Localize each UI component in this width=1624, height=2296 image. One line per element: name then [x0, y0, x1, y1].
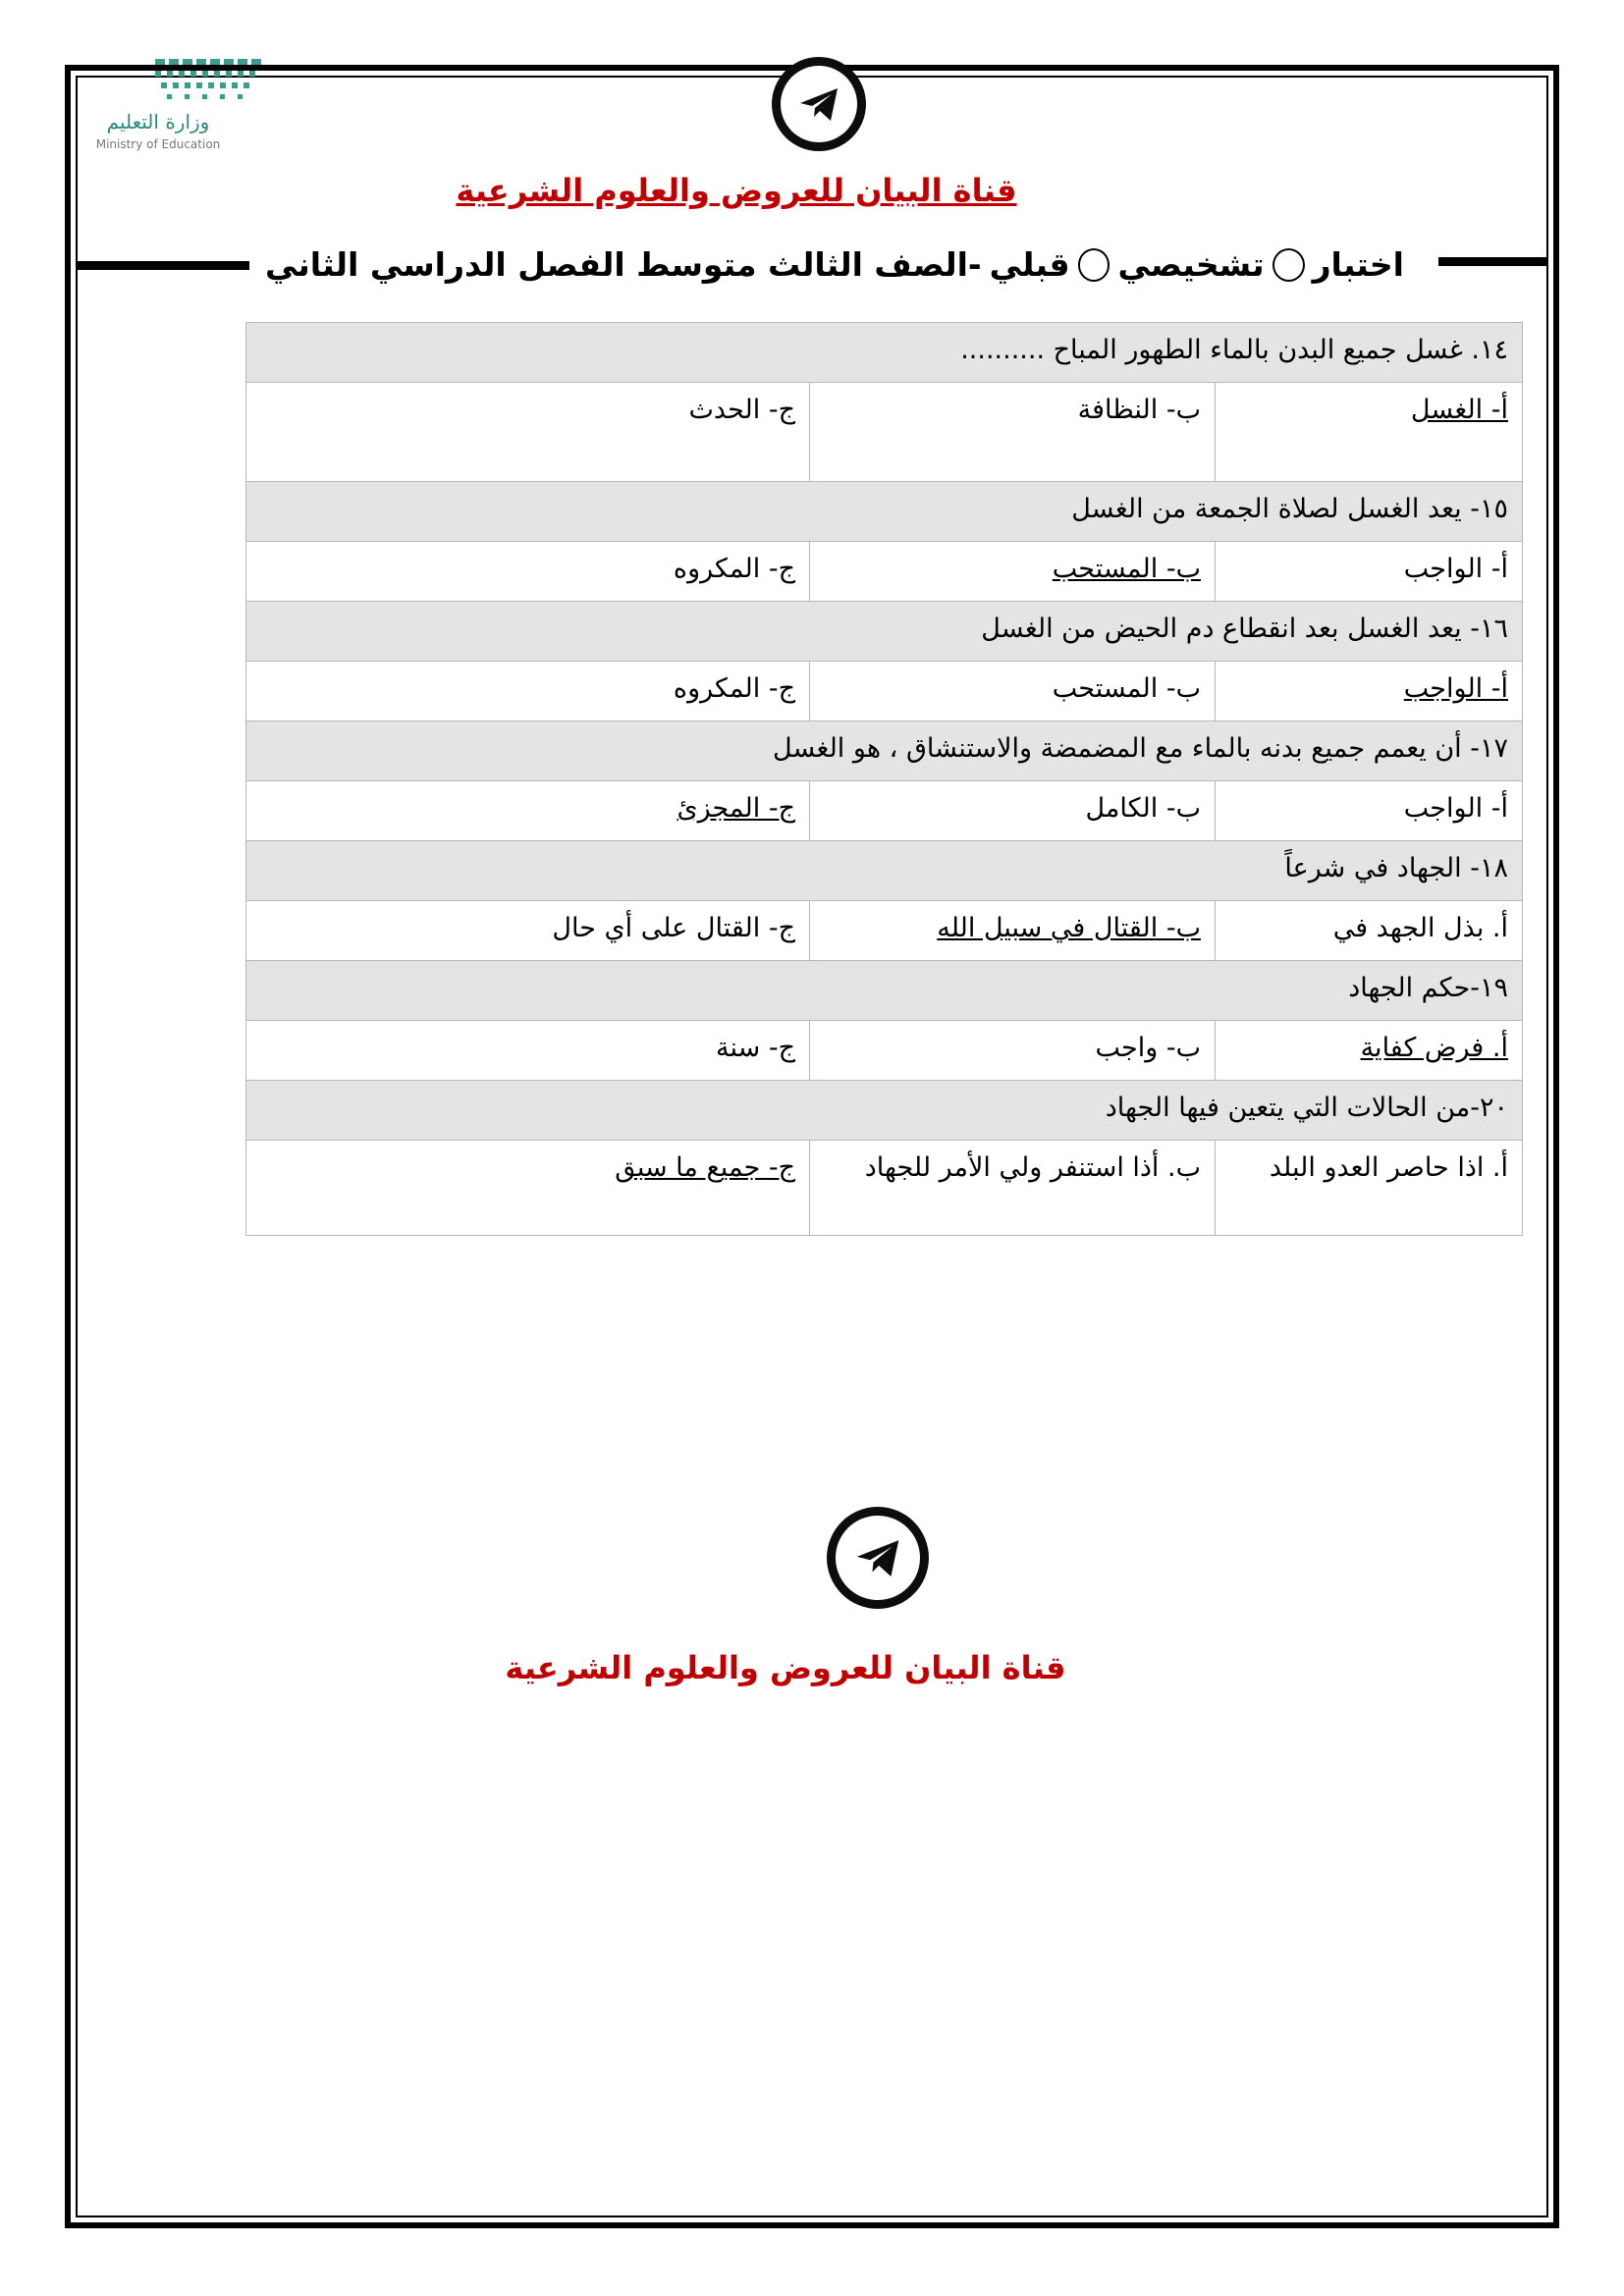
question-text: ٢٠-من الحالات التي يتعين فيها الجهاد	[246, 1081, 1523, 1141]
answer-b[interactable]	[810, 781, 1216, 841]
answer-a[interactable]	[1216, 781, 1523, 841]
test-word: اختبار	[1312, 245, 1404, 284]
answer-a[interactable]	[1216, 901, 1523, 961]
answer-b-text: ب- المستحب	[1052, 673, 1202, 704]
answer-b[interactable]	[810, 1141, 1216, 1236]
question-text: ١٧- أن يعمم جميع بدنه بالماء مع المضمضة والاستنشاق ، هو الغسل	[246, 721, 1523, 781]
ministry-logo	[94, 59, 281, 167]
radio-pre[interactable]	[1078, 248, 1110, 282]
answer-c[interactable]	[246, 383, 810, 482]
answer-a-text: أ- الواجب	[1403, 673, 1509, 704]
answers-row	[246, 542, 1523, 602]
answer-a[interactable]	[1216, 1141, 1523, 1236]
option-pre: قبلي	[989, 245, 1070, 284]
answers-row	[246, 1141, 1523, 1236]
answer-c-text: ج- المكروه	[673, 673, 796, 704]
answer-c[interactable]	[246, 781, 810, 841]
question-row	[246, 323, 1523, 383]
header-bar-right	[1438, 257, 1548, 266]
answer-b[interactable]	[810, 383, 1216, 482]
answer-c[interactable]	[246, 542, 810, 602]
option-diagnostic: تشخيصي	[1117, 245, 1265, 284]
answer-c-text: ج- القتال على أي حال	[552, 913, 796, 943]
question-row	[246, 841, 1523, 901]
answer-a[interactable]	[1216, 662, 1523, 721]
answer-b-text: ب. أذا استنفر ولي الأمر للجهاد	[864, 1152, 1202, 1183]
answer-c[interactable]	[246, 1021, 810, 1081]
answer-b-text: ب- المستحب	[1052, 554, 1202, 584]
answer-c-text: ج- جميع ما سبق	[615, 1152, 796, 1183]
answer-b-text: ب- القتال في سبيل الله	[937, 913, 1202, 943]
question-row	[246, 961, 1523, 1021]
answer-a[interactable]	[1216, 542, 1523, 602]
answer-c-text: ج- الحدث	[688, 395, 796, 425]
telegram-icon[interactable]	[772, 57, 866, 151]
answers-row	[246, 383, 1523, 482]
question-text: ١٩-حكم الجهاد	[246, 961, 1523, 1021]
answer-a-text: أ. اذا حاصر العدو البلد	[1269, 1152, 1509, 1183]
quiz-table	[245, 322, 1523, 1236]
answer-b[interactable]	[810, 662, 1216, 721]
answer-b-text: ب- النظافة	[1077, 395, 1202, 425]
answer-b-text: ب- واجب	[1095, 1033, 1202, 1063]
question-row	[246, 1081, 1523, 1141]
question-row	[246, 602, 1523, 662]
paper-plane-icon	[850, 1530, 905, 1585]
answer-c[interactable]	[246, 1141, 810, 1236]
answer-c[interactable]	[246, 901, 810, 961]
question-row	[246, 482, 1523, 542]
channel-title-top: قناة البيان للعروض والعلوم الشرعية	[456, 172, 1017, 209]
answer-c[interactable]	[246, 662, 810, 721]
answer-a-text: أ. بذل الجهد في	[1332, 913, 1509, 943]
answer-c-text: ج- المجزئ	[677, 793, 796, 824]
answers-row	[246, 781, 1523, 841]
answer-c-text: ج- سنة	[716, 1033, 796, 1063]
answer-a-text: أ- الواجب	[1403, 554, 1509, 584]
answer-c-text: ج- المكروه	[673, 554, 796, 584]
answers-row	[246, 1021, 1523, 1081]
ministry-dots-icon	[155, 59, 273, 108]
answer-a-text: أ- الغسل	[1410, 395, 1509, 425]
answer-b[interactable]	[810, 1021, 1216, 1081]
ministry-name-en: Ministry of Education	[95, 137, 221, 151]
answer-a[interactable]	[1216, 1021, 1523, 1081]
radio-diagnostic[interactable]	[1272, 248, 1305, 282]
question-text: ١٨- الجهاد في شرعاً	[246, 841, 1523, 901]
question-text: ١٥- يعد الغسل لصلاة الجمعة من الغسل	[246, 482, 1523, 542]
answer-a-text: أ. فرض كفاية	[1360, 1033, 1509, 1063]
answer-a-text: أ- الواجب	[1403, 793, 1509, 824]
channel-title-bottom: قناة البيان للعروض والعلوم الشرعية	[505, 1649, 1066, 1686]
telegram-icon-bottom[interactable]	[827, 1507, 929, 1609]
exam-subtitle	[265, 245, 1404, 284]
answers-row	[246, 901, 1523, 961]
answer-b-text: ب- الكامل	[1085, 793, 1202, 824]
answer-a[interactable]	[1216, 383, 1523, 482]
answers-row	[246, 662, 1523, 721]
answer-b[interactable]	[810, 542, 1216, 602]
grade-text: -الصف الثالث متوسط الفصل الدراسي الثاني	[265, 245, 982, 284]
paper-plane-icon	[794, 80, 843, 129]
question-text: ١٦- يعد الغسل بعد انقطاع دم الحيض من الغسل	[246, 602, 1523, 662]
question-text: ١٤. غسل جميع البدن بالماء الطهور المباح ..........	[246, 323, 1523, 383]
answer-b[interactable]	[810, 901, 1216, 961]
ministry-name-ar: وزارة التعليم	[106, 110, 210, 133]
question-row	[246, 721, 1523, 781]
header-bar-left	[77, 261, 249, 270]
